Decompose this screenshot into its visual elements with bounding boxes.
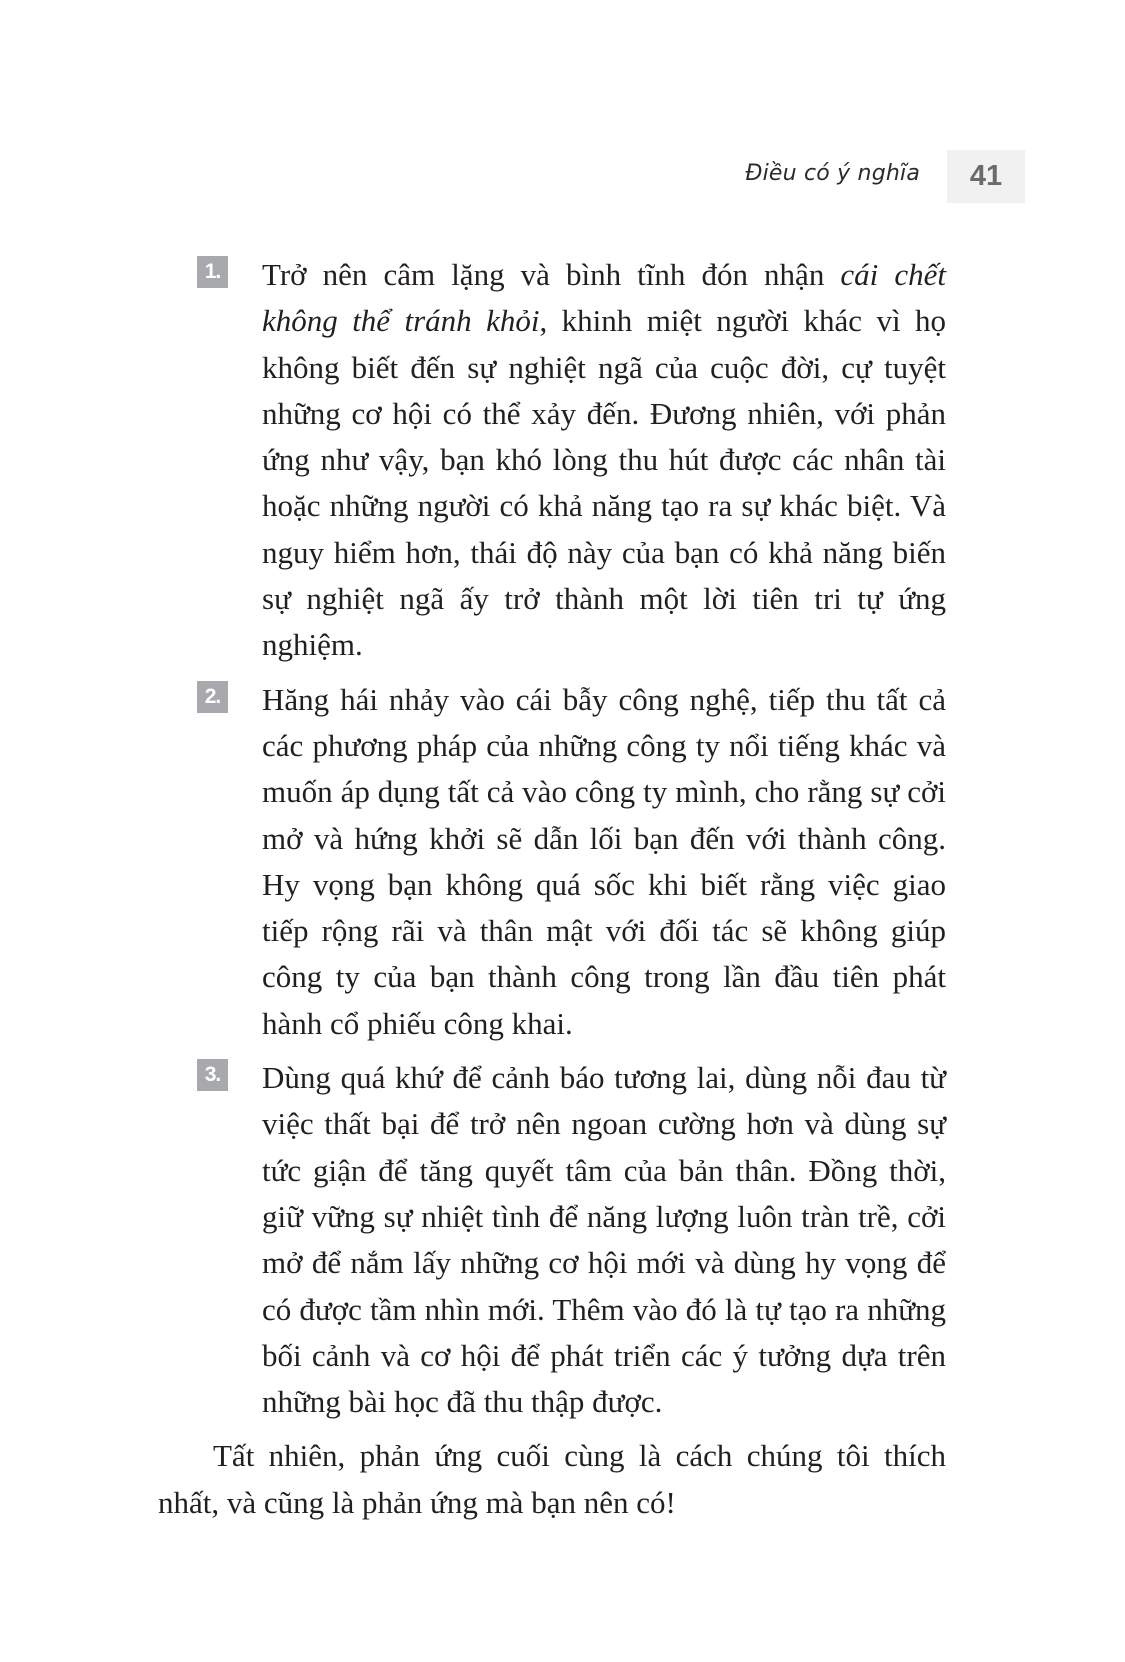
list-item-1 xyxy=(158,252,946,669)
italic-phrase: cái chết không thể tránh khỏi xyxy=(262,257,946,339)
text-run: Trở nên câm lặng và bình tĩnh đón nhận xyxy=(262,257,841,292)
list-number-badge: 1. xyxy=(197,256,228,288)
page-number-box xyxy=(947,150,1025,203)
list-item-text: Dùng quá khứ để cảnh báo tương lai, dùng nỗi đau từ việc thất bại để trở nên ngoan cường hơn và dùng sự tức giận để tăng quyết tâm của bản thân. Đồng thời, giữ vững sự nhiệt tình để năng lượng luôn tràn trề, cởi mở để nắm lấy những cơ hội mới và dùng hy vọng để có được tầm nhìn mới. Thêm vào đó là tự tạo ra những bối cảnh và cơ hội để phát triển các ý tưởng dựa trên những bài học đã thu thập được. xyxy=(262,1060,946,1420)
list-item-3 xyxy=(158,1055,946,1425)
closing-paragraph: Tất nhiên, phản ứng cuối cùng là cách chúng tôi thích nhất, và cũng là phản ứng mà bạn nên có! xyxy=(158,1438,946,1520)
text-run: , khinh miệt người khác vì họ không biết đến sự nghiệt ngã của cuộc đời, cự tuyệt những cơ hội có thể xảy đến. Đương nhiên, với phản ứng như vậy, bạn khó lòng thu hút được các nhân tài hoặc những người có khả năng tạo ra sự khác biệt. Và nguy hiểm hơn, thái độ này của bạn có khả năng biến sự nghiệt ngã ấy trở thành một lời tiên tri tự ứng nghiệm. xyxy=(262,303,946,663)
page-number: 41 xyxy=(969,160,1003,192)
list-item-text: Hăng hái nhảy vào cái bẫy công nghệ, tiếp thu tất cả các phương pháp của những công ty nổi tiếng khác và muốn áp dụng tất cả vào công ty mình, cho rằng sự cởi mở và hứng khởi sẽ dẫn lối bạn đến với thành công. Hy vọng bạn không quá sốc khi biết rằng việc giao tiếp rộng rãi và thân mật với đối tác sẽ không giúp công ty của bạn thành công trong lần đầu tiên phát hành cổ phiếu công khai. xyxy=(262,681,946,1041)
page-body xyxy=(158,252,946,1526)
list-item-2 xyxy=(158,677,946,1047)
running-header xyxy=(700,150,1025,203)
list-number-badge: 3. xyxy=(197,1059,228,1091)
chapter-title: Điều có ý nghĩa xyxy=(745,161,920,186)
list-item-text xyxy=(262,252,946,669)
list-number-badge: 2. xyxy=(197,681,228,713)
